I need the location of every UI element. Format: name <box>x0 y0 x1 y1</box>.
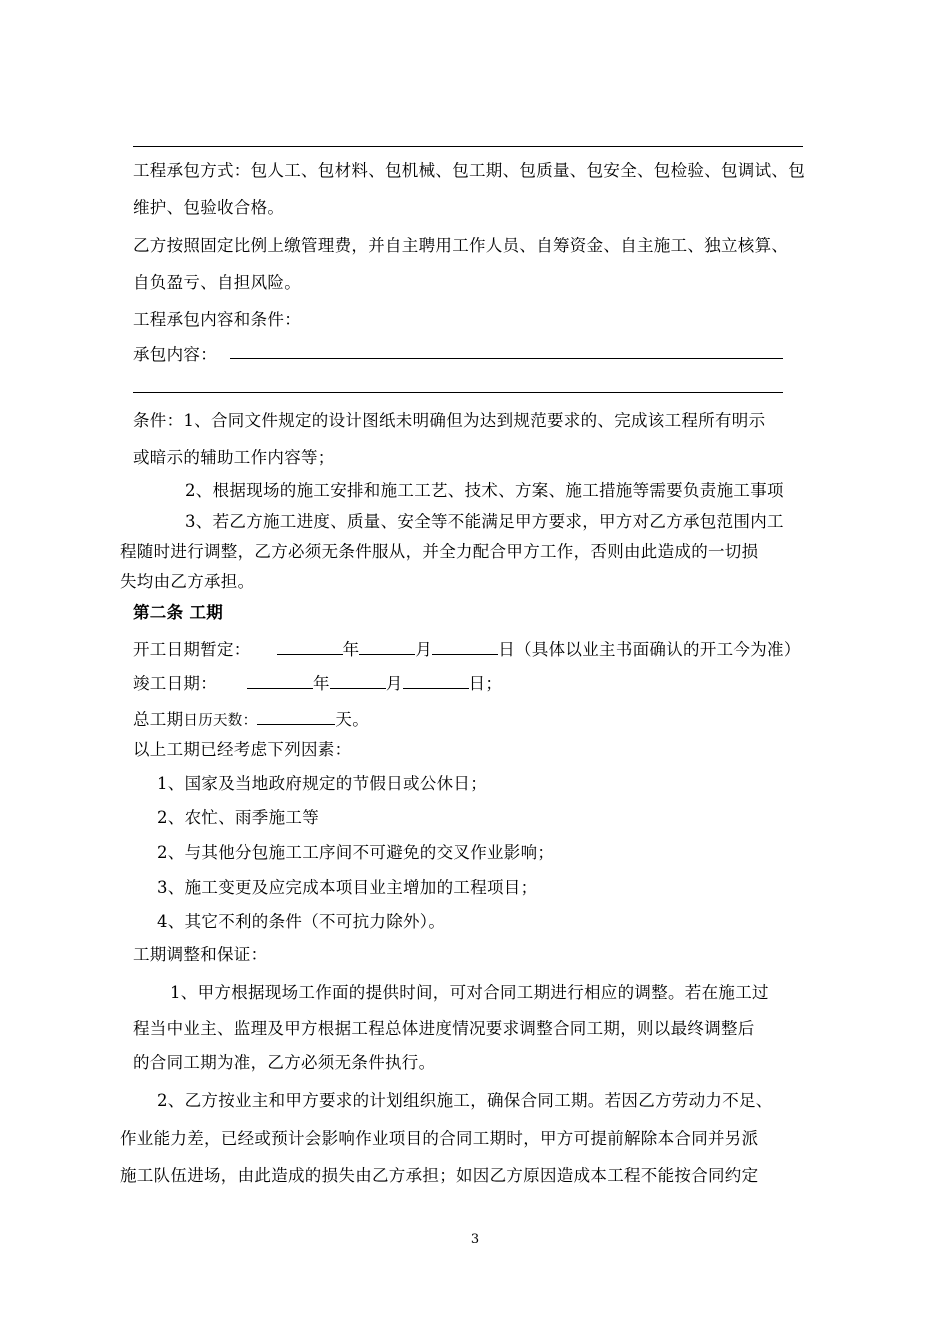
line-condition-3-cont: 程随时进行调整，乙方必须无条件服从，并全力配合甲方工作，否则由此造成的一切损 <box>120 542 759 561</box>
line-condition-3-end: 失均由乙方承担。 <box>120 572 255 591</box>
section-heading-schedule: 第二条 工期 <box>133 603 224 622</box>
factor-4: 3、施工变更及应完成本项目业主增加的工程项目； <box>157 878 538 897</box>
start-month-unit: 月 <box>415 640 433 659</box>
start-year-unit: 年 <box>342 640 360 659</box>
line-condition-3: 3、若乙方施工进度、质量、安全等不能满足甲方要求，甲方对乙方承包范围内工 <box>185 512 784 531</box>
start-day-field[interactable] <box>432 636 498 655</box>
content-blank-1 <box>230 358 783 359</box>
line-adjust-heading: 工期调整和保证： <box>133 945 268 964</box>
end-day-field[interactable] <box>403 670 469 689</box>
line-adjust-1: 1、甲方根据现场工作面的提供时间，可对合同工期进行相应的调整。若在施工过 <box>170 983 769 1002</box>
line-adjust-2-cont: 作业能力差，已经或预计会影响作业项目的合同工期时，甲方可提前解除本合同并另派 <box>120 1129 759 1148</box>
end-month-unit: 月 <box>385 674 403 693</box>
end-date-label: 竣工日期： <box>133 674 217 693</box>
factor-3: 2、与其他分包施工工序间不可避免的交叉作业影响； <box>157 843 555 862</box>
content-blank-2 <box>133 392 783 393</box>
line-management-fee-cont: 自负盈亏、自担风险。 <box>133 273 301 292</box>
line-adjust-1-cont: 程当中业主、监理及甲方根据工程总体进度情况要求调整合同工期，则以最终调整后 <box>133 1019 755 1038</box>
line-content-conditions: 工程承包内容和条件： <box>133 310 301 329</box>
factor-5: 4、其它不利的条件（不可抗力除外）。 <box>157 912 446 931</box>
line-factors-intro: 以上工期已经考虑下列因素： <box>133 740 352 759</box>
total-days-field[interactable] <box>257 706 335 725</box>
start-date-label: 开工日期暂定： <box>133 640 251 659</box>
line-management-fee: 乙方按照固定比例上缴管理费，并自主聘用工作人员、自筹资金、自主施工、独立核算、 <box>133 236 789 255</box>
line-content-label: 承包内容： <box>133 345 217 364</box>
line-adjust-2: 2、乙方按业主和甲方要求的计划组织施工，确保合同工期。若因乙方劳动力不足、 <box>157 1091 773 1110</box>
factor-2: 2、农忙、雨季施工等 <box>157 808 319 827</box>
line-condition-1: 条件：1、合同文件规定的设计图纸未明确但为达到规范要求的、完成该工程所有明示 <box>133 411 766 430</box>
start-year-field[interactable] <box>277 636 343 655</box>
top-blank-line <box>133 146 803 147</box>
page-number: 3 <box>470 1232 480 1247</box>
end-month-field[interactable] <box>330 670 386 689</box>
line-condition-1-cont: 或暗示的辅助工作内容等； <box>133 448 335 467</box>
end-date-suffix: 日； <box>468 674 503 693</box>
start-month-field[interactable] <box>359 636 415 655</box>
line-condition-2: 2、根据现场的施工安排和施工工艺、技术、方案、施工措施等需要负责施工事项 <box>185 481 784 500</box>
start-date-suffix: 日（具体以业主书面确认的开工今为准） <box>498 640 801 659</box>
line-adjust-1-end: 的合同工期为准，乙方必须无条件执行。 <box>133 1053 436 1072</box>
line-contract-method-cont: 维护、包验收合格。 <box>133 198 285 217</box>
end-year-unit: 年 <box>313 674 330 693</box>
factor-1: 1、国家及当地政府规定的节假日或公休日； <box>157 774 487 793</box>
total-days-suffix: 天。 <box>335 710 370 729</box>
total-days-label-a: 总工期 <box>133 710 184 729</box>
end-year-field[interactable] <box>247 670 313 689</box>
start-date-line <box>133 636 801 661</box>
line-contract-method: 工程承包方式：包人工、包材料、包机械、包工期、包质量、包安全、包检验、包调试、包 <box>133 161 805 180</box>
total-days-line <box>133 706 369 732</box>
line-adjust-2-end: 施工队伍进场，由此造成的损失由乙方承担；如因乙方原因造成本工程不能按合同约定 <box>120 1166 759 1185</box>
total-days-label-b: 日历天数： <box>183 713 258 729</box>
end-date-line <box>133 670 502 695</box>
